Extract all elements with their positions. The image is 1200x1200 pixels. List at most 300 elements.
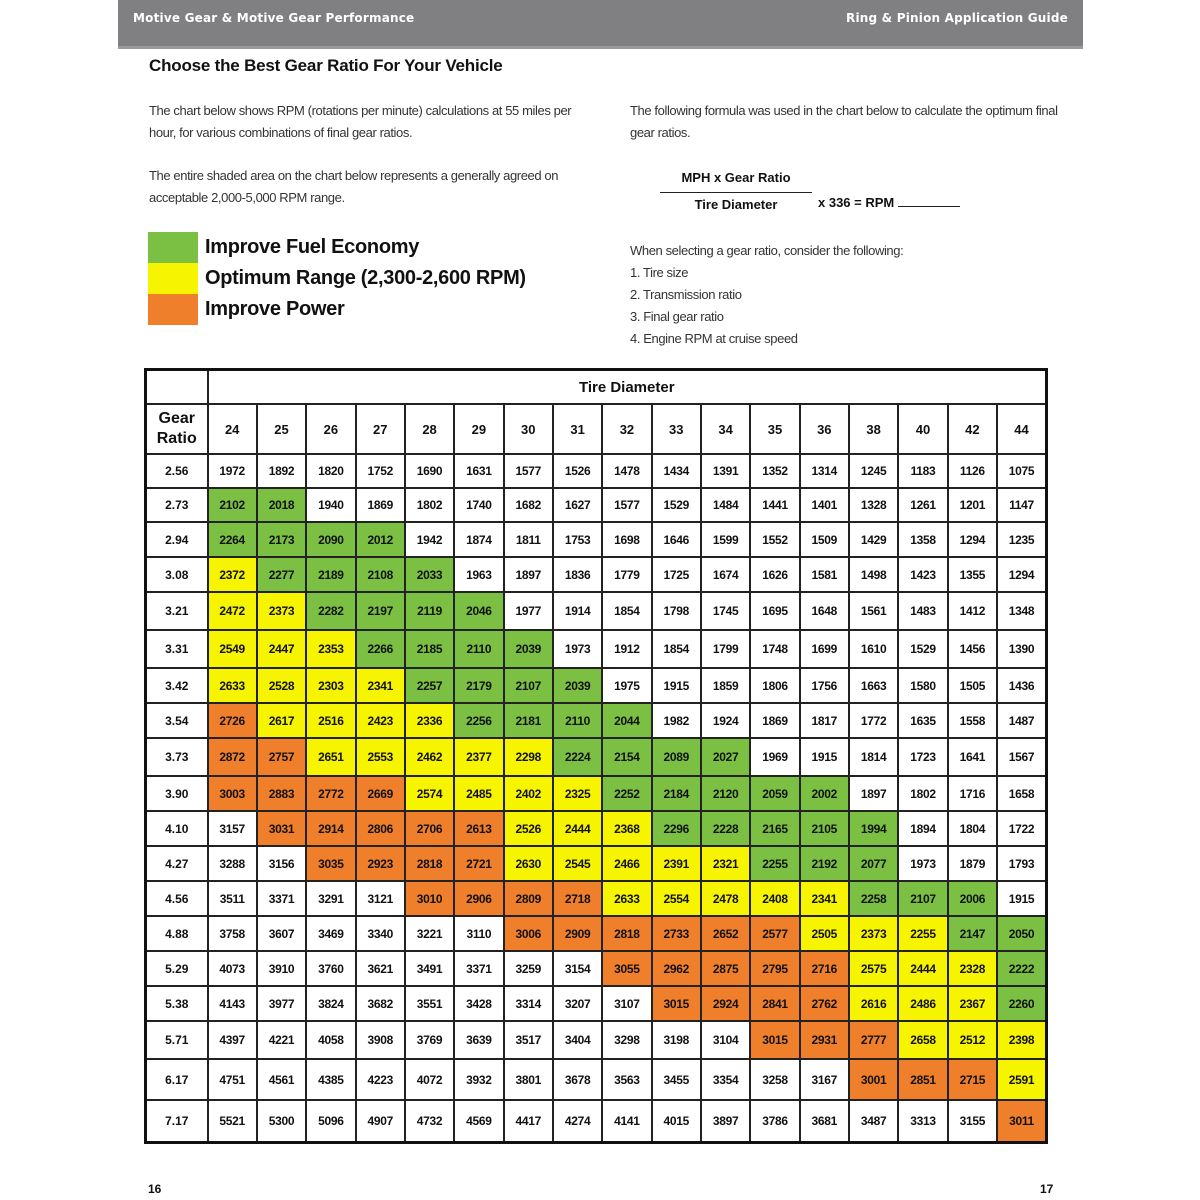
- rpm-cell: 2924: [701, 986, 750, 1021]
- rpm-cell: 2505: [800, 916, 849, 951]
- gear-ratio-label: 5.38: [146, 986, 208, 1021]
- rpm-cell: 2298: [504, 738, 553, 776]
- rpm-cell: 3487: [849, 1100, 898, 1142]
- rpm-cell: 2258: [849, 881, 898, 916]
- rpm-cell: 2549: [208, 630, 257, 668]
- rpm-cell: 2575: [849, 951, 898, 986]
- rpm-cell: 2027: [701, 738, 750, 776]
- gear-ratio-label: 3.31: [146, 630, 208, 668]
- rpm-cell: 2574: [405, 776, 454, 811]
- rpm-cell: 1648: [800, 592, 849, 630]
- legend-label: Optimum Range (2,300-2,600 RPM): [205, 267, 526, 289]
- rpm-cell: 1580: [898, 668, 947, 703]
- rpm-cell: 1610: [849, 630, 898, 668]
- rpm-cell: 1626: [750, 557, 799, 592]
- rpm-cell: 2039: [504, 630, 553, 668]
- rpm-cell: 2165: [750, 811, 799, 846]
- tire-size-header: 25: [257, 404, 306, 454]
- rpm-cell: 2716: [800, 951, 849, 986]
- rpm-cell: 2872: [208, 738, 257, 776]
- rpm-cell: 2367: [948, 986, 997, 1021]
- rpm-cell: 2554: [652, 881, 701, 916]
- rpm-cell: 3167: [800, 1059, 849, 1100]
- rpm-cell: 2909: [553, 916, 602, 951]
- rpm-cell: 2806: [356, 811, 405, 846]
- rpm-cell: 2818: [405, 846, 454, 881]
- rpm-cell: 3258: [750, 1059, 799, 1100]
- rpm-cell: 4751: [208, 1059, 257, 1100]
- rpm-cell: 2050: [997, 916, 1047, 951]
- rpm-cell: 1699: [800, 630, 849, 668]
- rpm-cell: 1412: [948, 592, 997, 630]
- rpm-cell: 2444: [553, 811, 602, 846]
- rpm-cell: 2486: [898, 986, 947, 1021]
- tire-size-header: 29: [454, 404, 503, 454]
- rpm-cell: 1940: [306, 488, 355, 522]
- rpm-cell: 3908: [356, 1021, 405, 1059]
- rpm-cell: 1294: [948, 522, 997, 557]
- formula-blank-line: [898, 194, 960, 207]
- tire-size-header: 33: [652, 404, 701, 454]
- intro-paragraph-formula: The following formula was used in the chart below to calculate the optimum final gear ratios.: [630, 103, 1058, 140]
- rpm-cell: 3639: [454, 1021, 503, 1059]
- tire-size-header: 42: [948, 404, 997, 454]
- rpm-cell: 4385: [306, 1059, 355, 1100]
- rpm-cell: 2147: [948, 916, 997, 951]
- gear-ratio-label: 2.56: [146, 454, 208, 488]
- rpm-cell: 1756: [800, 668, 849, 703]
- tire-size-header: 26: [306, 404, 355, 454]
- tire-size-header: 44: [997, 404, 1047, 454]
- rpm-cell: 2107: [504, 668, 553, 703]
- rpm-cell: 2931: [800, 1021, 849, 1059]
- rpm-cell: 4221: [257, 1021, 306, 1059]
- rpm-cell: 2107: [898, 881, 947, 916]
- rpm-cell: 1391: [701, 454, 750, 488]
- legend-swatch-green: [148, 232, 198, 263]
- gear-ratio-label: 3.21: [146, 592, 208, 630]
- rpm-cell: 2478: [701, 881, 750, 916]
- rpm-cell: 2545: [553, 846, 602, 881]
- rpm-cell: 1874: [454, 522, 503, 557]
- rpm-cell: 1897: [849, 776, 898, 811]
- rpm-cell: 2264: [208, 522, 257, 557]
- rpm-cell: 1994: [849, 811, 898, 846]
- rpm-cell: 1859: [701, 668, 750, 703]
- color-legend: [148, 232, 526, 325]
- rpm-cell: 2652: [701, 916, 750, 951]
- intro-paragraph-range: The entire shaded area on the chart below represents a generally agreed on acceptable 2,000-5,000 RPM range.: [149, 168, 559, 205]
- rpm-cell: 2059: [750, 776, 799, 811]
- rpm-cell: 2398: [997, 1021, 1047, 1059]
- rpm-cell: 2472: [208, 592, 257, 630]
- consider-item: 1. Tire size: [630, 265, 689, 280]
- rpm-cell: 2658: [898, 1021, 947, 1059]
- rpm-cell: 2102: [208, 488, 257, 522]
- rpm-cell: 3371: [454, 951, 503, 986]
- rpm-cell: 1526: [553, 454, 602, 488]
- rpm-cell: 2277: [257, 557, 306, 592]
- table-corner: [146, 370, 208, 405]
- rpm-cell: 1977: [504, 592, 553, 630]
- rpm-cell: 1352: [750, 454, 799, 488]
- rpm-cell: 2462: [405, 738, 454, 776]
- table-row: [146, 668, 1047, 703]
- rpm-cell: 1814: [849, 738, 898, 776]
- consider-list: [630, 240, 903, 350]
- table-row: [146, 1059, 1047, 1100]
- rpm-cell: 2706: [405, 811, 454, 846]
- rpm-cell: 2923: [356, 846, 405, 881]
- rpm-cell: 1854: [652, 630, 701, 668]
- rpm-cell: 1261: [898, 488, 947, 522]
- rpm-cell: 1836: [553, 557, 602, 592]
- gear-ratio-label: 5.29: [146, 951, 208, 986]
- table-row: [146, 1100, 1047, 1142]
- rpm-cell: 2368: [602, 811, 651, 846]
- rpm-cell: 2512: [948, 1021, 997, 1059]
- rpm-cell: 2373: [257, 592, 306, 630]
- rpm-cell: 2715: [948, 1059, 997, 1100]
- rpm-cell: 2108: [356, 557, 405, 592]
- rpm-cell: 2762: [800, 986, 849, 1021]
- rpm-cell: 2391: [652, 846, 701, 881]
- rpm-cell: 1802: [898, 776, 947, 811]
- table-row: [146, 776, 1047, 811]
- rpm-cell: 4058: [306, 1021, 355, 1059]
- table-row: [146, 738, 1047, 776]
- rpm-cell: 3121: [356, 881, 405, 916]
- rpm-cell: 3198: [652, 1021, 701, 1059]
- rpm-cell: 3932: [454, 1059, 503, 1100]
- rpm-cell: 2110: [553, 703, 602, 738]
- rpm-cell: 1529: [898, 630, 947, 668]
- rpm-cell: 1969: [750, 738, 799, 776]
- rpm-cell: 1869: [356, 488, 405, 522]
- rpm-cell: 3314: [504, 986, 553, 1021]
- tire-size-header: 27: [356, 404, 405, 454]
- rpm-cell: 2408: [750, 881, 799, 916]
- rpm-cell: 2173: [257, 522, 306, 557]
- gear-ratio-label: 4.10: [146, 811, 208, 846]
- rpm-cell: 4907: [356, 1100, 405, 1142]
- rpm-cell: 1658: [997, 776, 1047, 811]
- rpm-cell: 2372: [208, 557, 257, 592]
- rpm-cell: 1915: [652, 668, 701, 703]
- rpm-cell: 1725: [652, 557, 701, 592]
- rpm-cell: 1552: [750, 522, 799, 557]
- rpm-cell: 1914: [553, 592, 602, 630]
- rpm-cell: 1690: [405, 454, 454, 488]
- rpm-cell: 2341: [800, 881, 849, 916]
- rpm-cell: 3404: [553, 1021, 602, 1059]
- rpm-cell: 1487: [997, 703, 1047, 738]
- rpm-cell: 3031: [257, 811, 306, 846]
- tire-size-header: 24: [208, 404, 257, 454]
- rpm-cell: 2089: [652, 738, 701, 776]
- rpm-cell: 2336: [405, 703, 454, 738]
- rpm-cell: 2809: [504, 881, 553, 916]
- rpm-cell: 1646: [652, 522, 701, 557]
- gear-ratio-header: Gear Ratio: [146, 404, 208, 454]
- rpm-cell: 2222: [997, 951, 1047, 986]
- rpm-cell: 2154: [602, 738, 651, 776]
- rpm-cell: 3977: [257, 986, 306, 1021]
- gear-ratio-label: 3.08: [146, 557, 208, 592]
- rpm-cell: 2757: [257, 738, 306, 776]
- rpm-cell: 1745: [701, 592, 750, 630]
- rpm-cell: 2228: [701, 811, 750, 846]
- rpm-cell: 1963: [454, 557, 503, 592]
- rpm-cell: 1328: [849, 488, 898, 522]
- rpm-cell: 1972: [208, 454, 257, 488]
- gear-ratio-label: 3.42: [146, 668, 208, 703]
- rpm-cell: 1641: [948, 738, 997, 776]
- rpm-cell: 1723: [898, 738, 947, 776]
- legend-label: Improve Power: [205, 298, 345, 320]
- rpm-cell: 3001: [849, 1059, 898, 1100]
- rpm-cell: 2296: [652, 811, 701, 846]
- page-header-bar: [118, 0, 1083, 49]
- rpm-cell: 1348: [997, 592, 1047, 630]
- formula-multiplier-text: x 336 = RPM: [818, 195, 895, 210]
- rpm-cell: 1820: [306, 454, 355, 488]
- rpm-cell: 3758: [208, 916, 257, 951]
- rpm-cell: 3511: [208, 881, 257, 916]
- rpm-cell: 3006: [504, 916, 553, 951]
- rpm-cell: 3551: [405, 986, 454, 1021]
- page-number-right: 17: [1040, 1182, 1054, 1196]
- rpm-cell: 2303: [306, 668, 355, 703]
- rpm-cell: 4732: [405, 1100, 454, 1142]
- table-row: [146, 454, 1047, 488]
- gear-ratio-label: 2.73: [146, 488, 208, 522]
- rpm-cell: 4417: [504, 1100, 553, 1142]
- rpm-cell: 3156: [257, 846, 306, 881]
- rpm-cell: 2447: [257, 630, 306, 668]
- rpm-cell: 2341: [356, 668, 405, 703]
- consider-item: 2. Transmission ratio: [630, 287, 742, 302]
- rpm-cell: 3221: [405, 916, 454, 951]
- rpm-cell: 2353: [306, 630, 355, 668]
- rpm-cell: 1915: [997, 881, 1047, 916]
- table-row: [146, 703, 1047, 738]
- rpm-cell: 2184: [652, 776, 701, 811]
- tire-size-header: 34: [701, 404, 750, 454]
- rpm-cell: 2726: [208, 703, 257, 738]
- rpm-cell: 4143: [208, 986, 257, 1021]
- rpm-cell: 4561: [257, 1059, 306, 1100]
- legend-label: Improve Fuel Economy: [205, 236, 420, 258]
- consider-heading: When selecting a gear ratio, consider the following:: [630, 243, 904, 258]
- rpm-cell: 2179: [454, 668, 503, 703]
- rpm-cell: 1752: [356, 454, 405, 488]
- tire-size-header: 31: [553, 404, 602, 454]
- rpm-cell: 3897: [701, 1100, 750, 1142]
- rpm-cell: 2321: [701, 846, 750, 881]
- header-brand: Motive Gear & Motive Gear Performance: [133, 11, 415, 25]
- rpm-cell: 2485: [454, 776, 503, 811]
- rpm-cell: 3340: [356, 916, 405, 951]
- intro-paragraph-rpm: The chart below shows RPM (rotations per minute) calculations at 55 miles per hour, for various combinations of final gear ratios.: [149, 103, 572, 140]
- rpm-cell: 3371: [257, 881, 306, 916]
- rpm-cell: 1567: [997, 738, 1047, 776]
- rpm-cell: 2444: [898, 951, 947, 986]
- rpm-cell: 1924: [701, 703, 750, 738]
- rpm-cell: 3469: [306, 916, 355, 951]
- table-row: [146, 881, 1047, 916]
- rpm-cell: 3354: [701, 1059, 750, 1100]
- legend-item-optimum: [148, 263, 526, 294]
- rpm-cell: 1627: [553, 488, 602, 522]
- rpm-cell: 1581: [800, 557, 849, 592]
- rpm-cell: 3035: [306, 846, 355, 881]
- rpm-cell: 2090: [306, 522, 355, 557]
- rpm-cell: 2906: [454, 881, 503, 916]
- rpm-cell: 3801: [504, 1059, 553, 1100]
- rpm-cell: 1314: [800, 454, 849, 488]
- rpm-cell: 3015: [750, 1021, 799, 1059]
- rpm-cell: 3563: [602, 1059, 651, 1100]
- rpm-cell: 2224: [553, 738, 602, 776]
- rpm-cell: 2189: [306, 557, 355, 592]
- rpm-cell: 1748: [750, 630, 799, 668]
- page-title: Choose the Best Gear Ratio For Your Vehicle: [149, 56, 503, 75]
- rpm-cell: 1577: [602, 488, 651, 522]
- rpm-cell: 1811: [504, 522, 553, 557]
- rpm-cell: 3015: [652, 986, 701, 1021]
- table-row: [146, 916, 1047, 951]
- rpm-cell: 2617: [257, 703, 306, 738]
- tire-size-header: 28: [405, 404, 454, 454]
- rpm-cell: 4015: [652, 1100, 701, 1142]
- table-row: [146, 592, 1047, 630]
- rpm-cell: 3678: [553, 1059, 602, 1100]
- rpm-cell: 2466: [602, 846, 651, 881]
- rpm-cell: 1804: [948, 811, 997, 846]
- rpm-cell: 3455: [652, 1059, 701, 1100]
- formula-numerator: MPH x Gear Ratio: [681, 170, 791, 185]
- table-row: [146, 986, 1047, 1021]
- rpm-cell: 1441: [750, 488, 799, 522]
- tire-size-header: 32: [602, 404, 651, 454]
- rpm-cell: 3607: [257, 916, 306, 951]
- rpm-cell: 1429: [849, 522, 898, 557]
- rpm-cell: 4141: [602, 1100, 651, 1142]
- rpm-cell: 2255: [898, 916, 947, 951]
- rpm-cell: 1505: [948, 668, 997, 703]
- legend-item-fuel-economy: [148, 232, 526, 263]
- gear-ratio-label: 3.73: [146, 738, 208, 776]
- rpm-cell: 1716: [948, 776, 997, 811]
- consider-item: 3. Final gear ratio: [630, 309, 724, 324]
- header-guide-title: Ring & Pinion Application Guide: [846, 11, 1068, 25]
- rpm-cell: 2033: [405, 557, 454, 592]
- rpm-cell: 2721: [454, 846, 503, 881]
- rpm-cell: 1772: [849, 703, 898, 738]
- rpm-cell: 1599: [701, 522, 750, 557]
- rpm-cell: 2526: [504, 811, 553, 846]
- fraction-bar: [660, 192, 812, 193]
- rpm-cell: 3110: [454, 916, 503, 951]
- rpm-cell: 2633: [208, 668, 257, 703]
- rpm-cell: 1897: [504, 557, 553, 592]
- rpm-cell: 1973: [898, 846, 947, 881]
- rpm-cell: 2260: [997, 986, 1047, 1021]
- rpm-cell: 1892: [257, 454, 306, 488]
- rpm-cell: 2851: [898, 1059, 947, 1100]
- rpm-cell: 1798: [652, 592, 701, 630]
- rpm-cell: 3428: [454, 986, 503, 1021]
- gear-ratio-label: 4.88: [146, 916, 208, 951]
- rpm-cell: 1558: [948, 703, 997, 738]
- rpm-cell: 2197: [356, 592, 405, 630]
- rpm-cell: 1698: [602, 522, 651, 557]
- rpm-cell: 3769: [405, 1021, 454, 1059]
- rpm-cell: 1779: [602, 557, 651, 592]
- rpm-cell: 1793: [997, 846, 1047, 881]
- rpm-cell: 1484: [701, 488, 750, 522]
- rpm-cell: 1663: [849, 668, 898, 703]
- tire-size-header: 36: [800, 404, 849, 454]
- rpm-cell: 2018: [257, 488, 306, 522]
- rpm-cell: 2328: [948, 951, 997, 986]
- gear-ratio-label: 5.71: [146, 1021, 208, 1059]
- rpm-cell: 2120: [701, 776, 750, 811]
- rpm-cell: 1126: [948, 454, 997, 488]
- tire-size-header: 40: [898, 404, 947, 454]
- rpm-cell: 1631: [454, 454, 503, 488]
- rpm-cell: 3155: [948, 1100, 997, 1142]
- rpm-cell: 5096: [306, 1100, 355, 1142]
- legend-item-power: [148, 294, 526, 325]
- tire-diameter-header: Tire Diameter: [208, 370, 1047, 405]
- legend-swatch-orange: [148, 294, 198, 325]
- rpm-cell: 4569: [454, 1100, 503, 1142]
- rpm-cell: 1456: [948, 630, 997, 668]
- gear-ratio-label: 4.27: [146, 846, 208, 881]
- rpm-cell: 2795: [750, 951, 799, 986]
- table-row: [146, 1021, 1047, 1059]
- rpm-cell: 2039: [553, 668, 602, 703]
- page-number-left: 16: [148, 1182, 162, 1196]
- rpm-cell: 2516: [306, 703, 355, 738]
- gear-ratio-label: 2.94: [146, 522, 208, 557]
- legend-swatch-yellow: [148, 263, 198, 294]
- rpm-cell: 1854: [602, 592, 651, 630]
- rpm-cell: 3259: [504, 951, 553, 986]
- rpm-cell: 2119: [405, 592, 454, 630]
- rpm-cell: 1529: [652, 488, 701, 522]
- rpm-cell: 4223: [356, 1059, 405, 1100]
- rpm-cell: 4072: [405, 1059, 454, 1100]
- rpm-cell: 1817: [800, 703, 849, 738]
- rpm-cell: 2110: [454, 630, 503, 668]
- rpm-cell: 3786: [750, 1100, 799, 1142]
- rpm-cell: 2181: [504, 703, 553, 738]
- rpm-cell: 2616: [849, 986, 898, 1021]
- rpm-cell: 1561: [849, 592, 898, 630]
- rpm-cell: 1434: [652, 454, 701, 488]
- rpm-cell: 5521: [208, 1100, 257, 1142]
- table-row: [146, 557, 1047, 592]
- rpm-cell: 1869: [750, 703, 799, 738]
- rpm-cell: 4397: [208, 1021, 257, 1059]
- rpm-cell: 1982: [652, 703, 701, 738]
- rpm-cell: 1478: [602, 454, 651, 488]
- tire-size-header: 38: [849, 404, 898, 454]
- rpm-cell: 1201: [948, 488, 997, 522]
